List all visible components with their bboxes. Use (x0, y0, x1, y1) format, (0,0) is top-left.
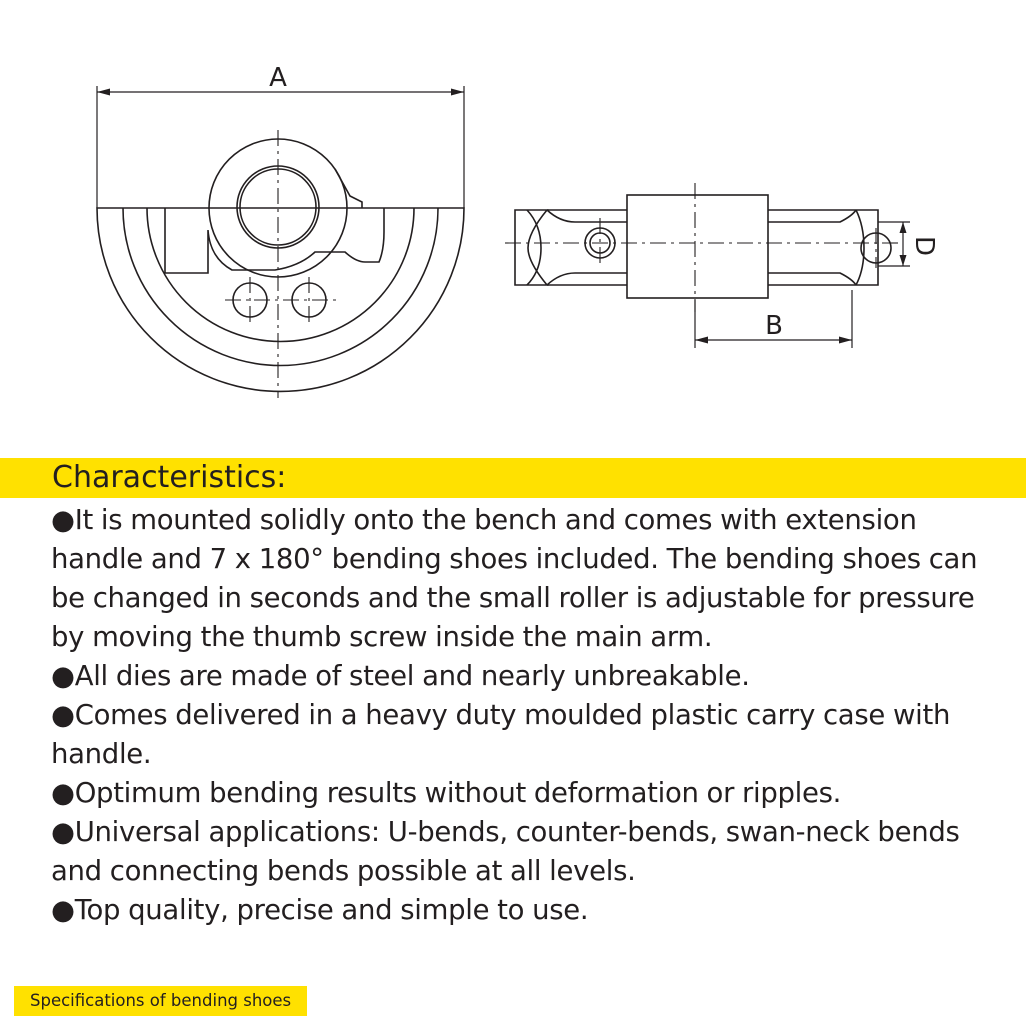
side-view (505, 183, 910, 348)
item-text: It is mounted solidly onto the bench and comes with extension handle and 7 x 180° bending shoes included. The bending shoes can be changed in seconds and the small roller is adjustable for pressure by moving the thumb screw inside the main arm. (51, 504, 978, 653)
bullet: ● (51, 699, 75, 731)
technical-drawing (0, 0, 1026, 440)
list-item (51, 774, 1011, 813)
characteristics-heading: Characteristics: (52, 460, 287, 495)
item-text: Comes delivered in a heavy duty moulded plastic carry case with handle. (51, 699, 951, 770)
specifications-label: Specifications of bending shoes (14, 986, 307, 1016)
characteristics-list (51, 501, 1011, 930)
item-text: All dies are made of steel and nearly unbreakable. (74, 660, 750, 692)
dimension-label-d: D (909, 235, 939, 257)
list-item (51, 657, 1011, 696)
item-text: Top quality, precise and simple to use. (74, 894, 589, 926)
characteristics-heading-band (0, 458, 1026, 498)
front-view (97, 86, 464, 398)
list-item (51, 813, 1011, 891)
bullet: ● (51, 894, 75, 926)
dimension-label-b: B (765, 311, 783, 341)
dimension-label-a: A (269, 63, 287, 93)
list-item (51, 501, 1011, 657)
bullet: ● (51, 777, 75, 809)
list-item (51, 891, 1011, 930)
list-item (51, 696, 1011, 774)
bullet: ● (51, 660, 75, 692)
bullet: ● (51, 504, 75, 536)
bullet: ● (51, 816, 75, 848)
item-text: Optimum bending results without deformation or ripples. (74, 777, 842, 809)
item-text: Universal applications: U-bends, counter-bends, swan-neck bends and connecting bends possible at all levels. (51, 816, 960, 887)
